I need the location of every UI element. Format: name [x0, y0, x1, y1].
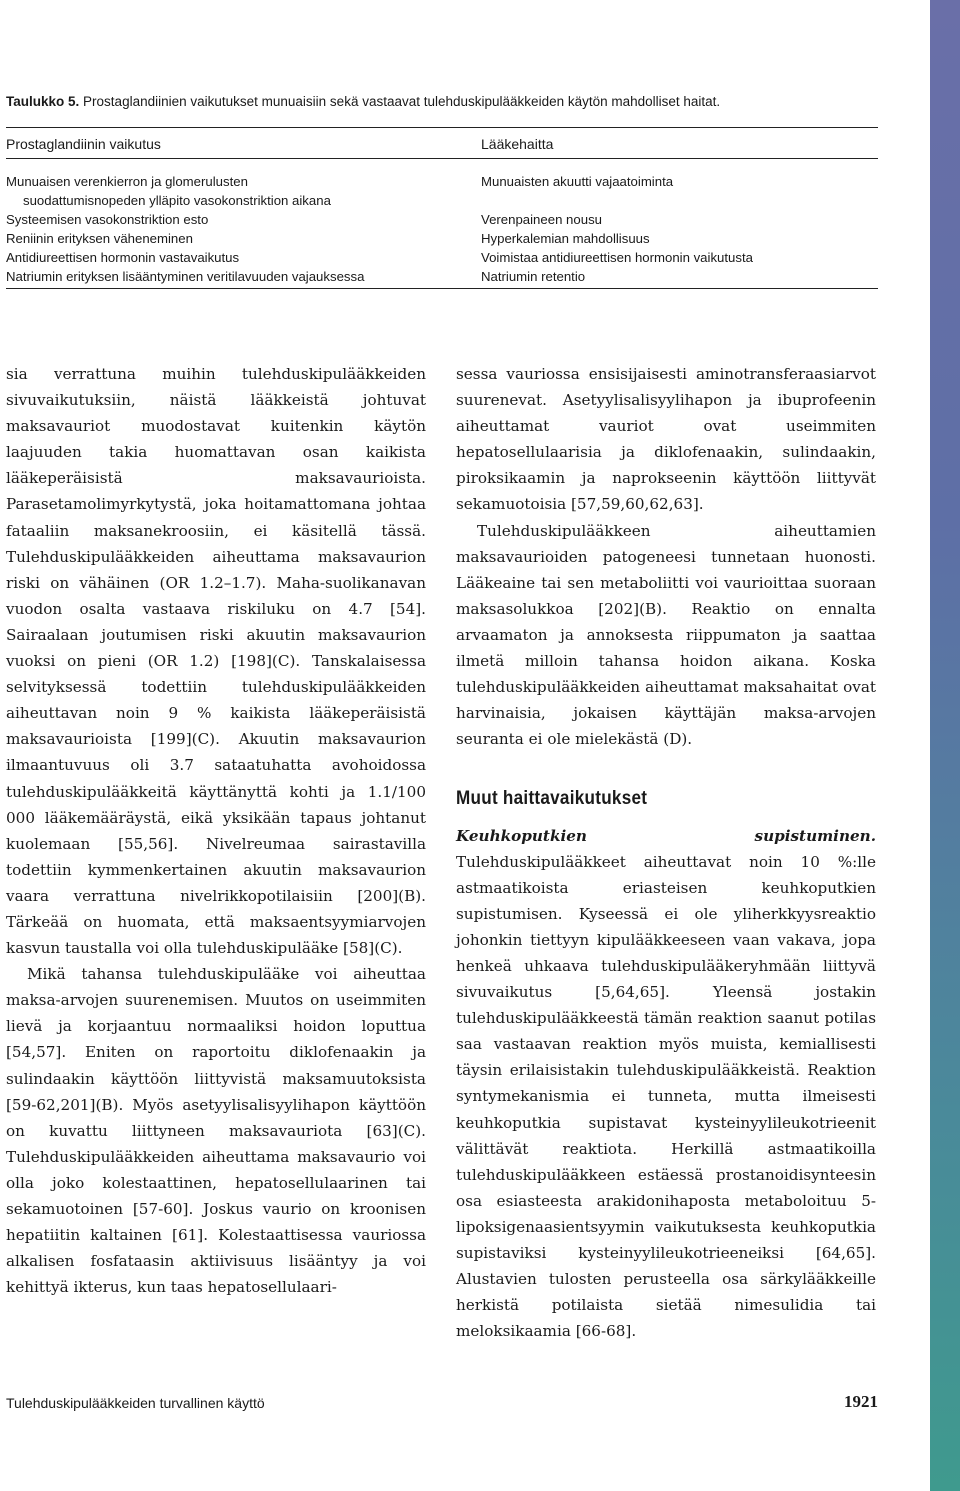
body-paragraph: sessa vauriossa ensisijaisesti aminotransferaasiarvot suurenevat. Asetyylisalisyylihapon ja ibuprofeenin aiheuttamat vauriot ovat useimmiten hepatosellulaarisia ja diklofenaakin, sulindaakin, piroksikaamin ja naprokseenin käyttöön liittyvät sekamuotoisia [57,59,60,62,63]. [456, 365, 876, 514]
paragraph-text: Tulehduskipulääkkeet aiheuttavat noin 10 %:lle astmaatikoista eriasteisen keuhkoputkien supistumisen. Kyseessä ei ole yliherkkyysreaktio johonkin tiettyyn kipulääkkeeseen vaan vakava, jopa henkeä uhkaava tulehduskipulääkeryhmään liittyvä sivuvaikutus [5,64,65]. Yleensä jostakin tulehduskipulääkkeestä tämän reaktion saanut potilas saa vastaavan reaktion myös muista, kemiallisesti täysin erilaisistakin tulehduskipulääkkeistä. Reaktion syntymekanismia ei tunneta, mutta ilmeisesti keuhkoputkia supistavat kysteinyylileukotrieenit välittävät reaktiota. Herkillä astmaatikoilla tulehduskipulääkkeen estäessä prostanoidisynteesin osa esiasteesta arakidonihaposta metaboloituu 5-lipoksigenaasientsyymin vaikutuksesta keuhkoputkia supistaviksi kysteinyylileukotrieeneiksi [64,65]. Alustavien tulosten perusteella osa särkylääkkeille herkistä potilaista sietää nimesulidia tai meloksikaamia [66-68]. [456, 852, 876, 1341]
body-paragraph: sia verrattuna muihin tulehduskipulääkkeiden sivuvaikutuksiin, näistä lääkkeistä johtuvat maksavauriot muodostavat kuitenkin käytön laajuuden takia huomattavan osan kaikista lääkeperäisistä maksavaurioista. Parasetamolimyrkytystä, joka hoitamattomana johtaa fataaliin maksanekroosiin, ei käsitellä tässä. Tulehduskipulääkkeiden aiheuttama maksavaurion riski on vähäinen (OR 1.2–1.7). Maha-suolikanavan vuodon osalta vastaava riskiluku on 4.7 [54]. Sairaalaan joutumisen riski akuutin maksavaurion vuoksi on pieni (OR 1.2) [198](C). Tanskalaisessa selvityksessä todettiin tulehduskipulääkkeiden aiheuttavan noin 9 % kaikista lääkeperäisistä maksavaurioista [199](C). Akuutin maksavaurion ilmaantuvuus oli 3.7 sataatuhatta avohoidossa tulehduskipulääkkeitä käyttänyttä kohti ja 1.1/100 000 lääkemääräystä, eikä yksikään tapaus johtanut kuolemaan [55,56]. Nivelreumaa sairastavilla todettiin kymmenkertainen akuutin maksavaurion vaara verrattuna nivelrikkopotilaisiin [200](B). Tärkeää on huomata, että maksaentsyymiarvojen kasvun taustalla voi olla tulehduskipulääke [58](C). [6, 365, 426, 958]
table-right-row: Voimistaa antidiureettisen hormonin vaikutusta [481, 250, 753, 265]
body-paragraph: Mikä tahansa tulehduskipulääke voi aiheuttaa maksa-arvojen suurenemisen. Muutos on useimmiten lievä ja korjaantuu normaaliksi hoidon loputtua [54,57]. Eniten on raportoitu diklofenaakin ja sulindaakin käyttöön liittyvistä maksamuutoksista [59-62,201](B). Myös asetyylisalisyylihapon käyttöön on kuvattu liittyneen maksavauriota [63](C). Tulehduskipulääkkeiden aiheuttama maksavaurio voi olla joko kolestaattinen, hepatosellulaarinen tai sekamuotoinen [57-60]. Joskus vaurio on kroonisen hepatiitin kaltainen [61]. Kolestaattisessa vauriossa alkalisen fosfataasin aktiivisuus lisääntyy ja voi kehittyä ikterus, kun taas hepatosellulaari- [6, 965, 426, 1297]
footer-title: Tulehduskipulääkkeiden turvallinen käyttö [6, 1395, 265, 1411]
table-right-row: Hyperkalemian mahdollisuus [481, 231, 650, 246]
decorative-side-bar [930, 0, 960, 1491]
table-header-right: Lääkehaitta [481, 136, 554, 152]
table-bottom-rule [6, 288, 878, 289]
table-caption [6, 94, 876, 109]
body-paragraph [456, 823, 876, 1345]
page-number: 1921 [844, 1392, 878, 1411]
table-top-rule [6, 127, 878, 128]
table-header-rule [6, 158, 878, 159]
paragraph-lead: Keuhkoputkien supistuminen. [456, 826, 876, 845]
table-header-left: Prostaglandiinin vaikutus [6, 136, 161, 152]
table-right-row: Verenpaineen nousu [481, 212, 602, 227]
table-left-row: Systeemisen vasokonstriktion esto [6, 212, 209, 227]
body-paragraph: Tulehduskipulääkkeen aiheuttamien maksavaurioiden patogeneesi tunnetaan huonosti. Lääkeaine tai sen metaboliitti voi vaurioittaa suoraan maksasolukkoa [202](B). Reaktio on ennalta arvaamaton ja annoksesta riippumaton ja saattaa ilmetä milloin tahansa hoidon aikana. Koska tulehduskipulääkkeiden aiheuttamat maksahaitat ovat harvinaisia, jokaisen käyttäjän maksa-arvojen seuranta ei ole mielekästä (D). [456, 521, 876, 749]
body-column-left [6, 361, 426, 1300]
section-heading: Muut haittavaikutukset [456, 788, 648, 810]
table-right-row: Munuaisten akuutti vajaatoiminta [481, 174, 674, 189]
table-left-row: Natriumin erityksen lisääntyminen veritilavuuden vajauksessa [6, 269, 365, 284]
body-column-right [456, 361, 876, 1344]
table-caption-label: Taulukko 5. [6, 94, 80, 109]
table-left-row: suodattumisnopeden ylläpito vasokonstriktion aikana [23, 193, 331, 208]
table-right-row: Natriumin retentio [481, 269, 586, 284]
table-caption-text: Prostaglandiinien vaikutukset munuaisiin sekä vastaavat tulehduskipulääkkeiden käytön mahdolliset haitat. [83, 94, 721, 109]
table-left-row: Antidiureettisen hormonin vastavaikutus [6, 250, 240, 265]
table-left-row: Munuaisen verenkierron ja glomerulusten [6, 174, 248, 189]
table-left-row: Reniinin erityksen väheneminen [6, 231, 193, 246]
